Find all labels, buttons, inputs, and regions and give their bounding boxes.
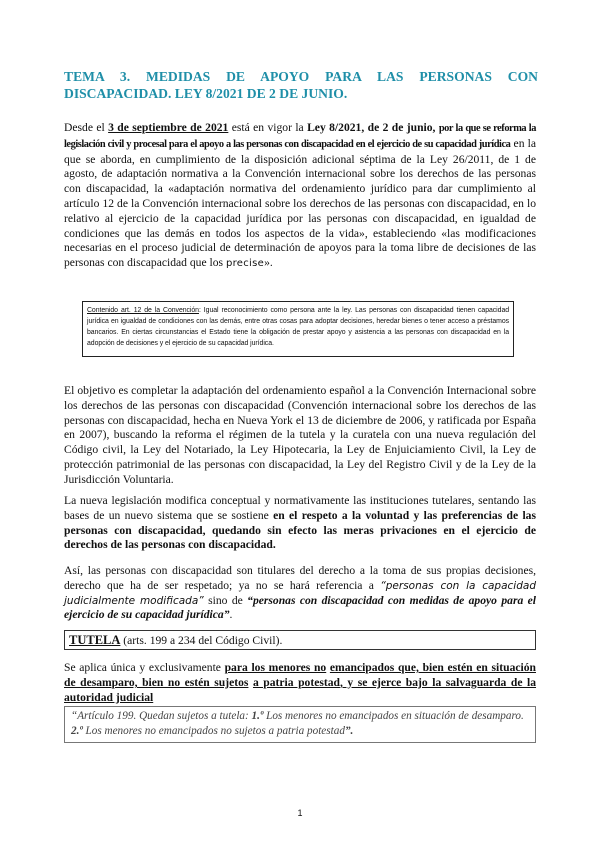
emphasis-text: emancipados que, bien estén en situación de desamparo, bien no estén sujetos xyxy=(64,661,536,689)
objective-paragraph: El objetivo es completar la adaptación del ordenamiento español a la Convención Internacional sobre los derechos de las personas con discapacidad (Convención internacional sobre los derechos de las personas con discapacidad, hecha en Nueva York el 13 de diciembre de 2006, y ratificada por España en 2007), buscando la reforma el régimen de la tutela y la curatela con una nueva regulación del Código civil, la Ley del Notariado, la Ley Hipotecaria, la Ley de Enjuiciamiento Civil, la Ley de protección patrimonial de las personas con discapacidad, la Ley del Registro Civil y de la Ley de la Jurisdicción Voluntaria. xyxy=(64,384,536,486)
text: sino de xyxy=(203,593,248,607)
law-full-title: por la que se reforma la legislación civil y procesal para el apoyo a las personas con discapacidad en el ejercicio de su capacidad jurídica xyxy=(64,123,536,150)
text: Los menores no emancipados en situación de desamparo. xyxy=(263,710,524,722)
page-title: TEMA 3. MEDIDAS DE APOYO PARA LAS PERSONAS CON DISCAPACIDAD. LEY 8/2021 DE 2 DE JUNIO. xyxy=(64,69,538,101)
convention-article-box xyxy=(82,301,514,357)
text: en la que se aborda, en cumplimiento de la disposición adicional séptima de la Ley 26/2011, de 1 de agosto, de adaptación normativa a la Convención internacional sobre los derechos de las personas con discapacidad, la «adaptación normativa del ordenamiento jurídico para dar cumplimiento al artículo 12 de la Convención internacional sobre los derechos de las personas con discapacidad, en lo relativo al ejercicio de la capacidad jurídica por las personas con discapacidad, en igualdad de condiciones que las demás en todos los aspectos de la vida», estableciendo «las modificaciones necesarias en el proceso judicial de determinación de apoyos para la toma libre de decisiones de las personas con discapacidad que los xyxy=(64,136,537,270)
text: Los menores no emancipados no sujetos a patria potestad xyxy=(82,725,345,737)
item-number: 1.º xyxy=(251,710,264,722)
box-label: Contenido art. 12 de la Convención xyxy=(87,307,199,314)
tutela-heading: TUTELA xyxy=(69,633,121,647)
intro-paragraph xyxy=(64,121,536,272)
text: Así, las personas con discapacidad son titulares del derecho a la toma de sus propias decisiones, derecho que ha de ser respetado; ya no se hará referencia a xyxy=(64,564,536,592)
emphasis-text: , y se ejerce bajo la salvaguarda de la autoridad judicial xyxy=(64,675,537,704)
item-number: 2.º xyxy=(71,725,83,737)
law-reference: Ley 8/2021, de 2 de junio, xyxy=(307,121,439,134)
tutela-scope-paragraph xyxy=(64,661,536,705)
new-term-quote: “personas con discapacidad con medidas de apoyo para el ejercicio de su capacidad jurídica” xyxy=(64,593,537,622)
effective-date: 3 de septiembre de 2021 xyxy=(108,121,229,134)
article-199-quote xyxy=(64,706,536,743)
box-text: : Igual reconocimiento como persona ante la ley. Las personas con discapacidad tienen capacidad jurídica en igualdad de condiciones con las demás, entre otras cosas para adoptar decisiones, heredar bienes o tener acceso a préstamos bancarios. En ciertas circunstancias el Estado tiene la obligación de prestar apoyo y asistencia a las personas con discapacidad en la adopción de decisiones y el ejercicio de su capacidad jurídica. xyxy=(87,307,510,347)
text: ”. xyxy=(344,725,354,737)
text: ». xyxy=(264,256,273,270)
emphasis-text: para los menores no xyxy=(224,661,327,674)
text: . xyxy=(229,608,233,622)
page-number: 1 xyxy=(297,808,303,818)
emphasis-text: en el respeto a la voluntad y las preferencias de las personas con discapacidad, quedando sin efecto las meras privaciones en el ejercicio de derechos de las personas con discapacidad. xyxy=(64,508,536,552)
terminology-paragraph xyxy=(64,564,536,623)
text: está en vigor la xyxy=(228,121,308,134)
article-heading: “Artículo 199. xyxy=(71,710,137,722)
text: Se aplica única y exclusivamente xyxy=(64,661,225,674)
text: La nueva legislación modifica conceptual y normativamente las instituciones tutelares, sentando las bases de un nuevo sistema que se sostiene xyxy=(64,494,536,522)
emphasis-text: a patria potestad xyxy=(252,675,340,689)
text: Quedan sujetos a tutela: xyxy=(136,710,252,722)
tutela-articles: (arts. 199 a 234 del Código Civil). xyxy=(120,634,283,647)
old-term-quote: “personas con la capacidad judicialmente modificada” xyxy=(64,579,536,607)
new-legislation-paragraph xyxy=(64,494,536,553)
text: Desde el xyxy=(64,121,109,134)
precise-word: precise xyxy=(225,258,265,270)
tutela-heading-box xyxy=(64,630,536,650)
